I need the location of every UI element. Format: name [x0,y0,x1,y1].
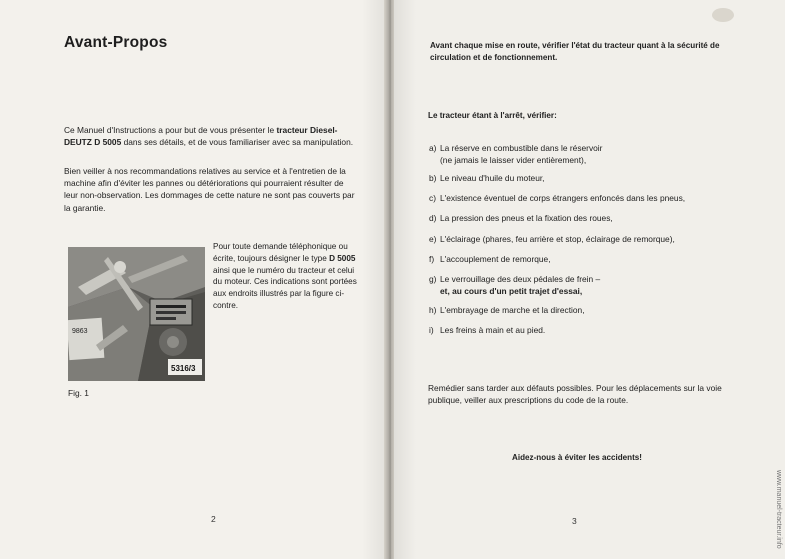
gutter-shadow-right [394,0,416,559]
page-title: Avant-Propos [64,34,168,51]
advice-paragraph [64,165,370,214]
item-text: Le niveau d'huile du moteur, [440,173,545,183]
remedy-line: publique, veiller aux prescriptions du code de la route. [428,395,629,406]
item-text: L'accouplement de remorque, [440,254,551,264]
advice-line: la garantie. [64,202,106,213]
phone-line: Pour toute demande téléphonique ou [213,242,348,251]
photo-plate-number: 9863 [72,328,88,335]
item-label: d) [429,213,437,223]
item-label: e) [429,234,437,244]
item-text: Les freins à main et au pied. [440,325,546,335]
item-label: g) [429,274,437,284]
advice-line: leur non-observation. Les dommages de cette nature ne sont pas couverts par [64,190,355,201]
figure-photo [68,247,205,381]
phone-line: contre. [213,300,239,310]
watermark: www.manuel-tracteur.info [775,470,782,549]
item-text: (ne jamais le laisser vider entièrement), [440,155,587,165]
item-label: h) [429,305,437,315]
photo-number-label: 5316/3 [171,364,196,373]
header-line: Avant chaque mise en route, vérifier l'état du tracteur quant à la sécurité de [430,41,720,50]
figure-caption: Fig. 1 [68,388,89,398]
left-page [0,0,386,559]
intro-line-1: Ce Manuel d'Instructions a pour but de vous présenter le tracteur Diesel- [64,125,338,135]
paper-stain [712,8,734,22]
right-page [394,0,785,559]
phone-paragraph [213,241,363,312]
remedy-line: Remédier sans tarder aux défauts possibles. Pour les déplacements sur la voie [428,383,722,393]
stopped-heading: Le tracteur étant à l'arrêt, vérifier: [428,111,557,120]
advice-line: machine afin d'éviter les pannes ou détériorations qui pourraient résulter de [64,178,344,189]
page-number-left: 2 [211,514,216,524]
item-text-bold: et, au cours d'un petit trajet d'essai, [440,286,583,296]
item-label: a) [429,143,437,153]
item-label: b) [429,173,437,183]
phone-line: ainsi que le numéro du tracteur et celui [213,265,355,275]
item-label: c) [429,193,436,203]
item-label: i) [429,325,434,335]
header-line: circulation et de fonctionnement. [430,53,558,63]
intro-line-2: DEUTZ D 5005 dans ses détails, et de vous familiariser avec sa manipulation. [64,137,354,148]
tractor-plate-photo [68,247,205,381]
header-paragraph [430,40,750,64]
item-text: La pression des pneus et la fixation des roues, [440,213,613,223]
closing-slogan: Aidez-nous à éviter les accidents! [512,453,642,462]
item-text: La réserve en combustible dans le réservoir [440,143,603,153]
gutter-shadow-left [362,0,386,559]
phone-line: du moteur. Ces indications sont portées [213,277,357,287]
phone-line: écrite, toujours désigner le type D 5005 [213,253,356,263]
remedy-paragraph [428,382,758,406]
item-label: f) [429,254,435,264]
advice-line: Bien veiller à nos recommandations relatives au service et à l'entretien de la [64,166,346,176]
item-text: L'éclairage (phares, feu arrière et stop, éclairage de remorque), [440,234,675,244]
item-text: Le verrouillage des deux pédales de frein – [440,274,601,284]
phone-line: aux endroits illustrés par la figure ci- [213,289,345,299]
item-text: L'embrayage de marche et la direction, [440,305,585,315]
item-text: L'existence éventuel de corps étrangers enfoncés dans les pneus, [440,193,686,203]
intro-paragraph [64,124,364,148]
page-number-right: 3 [572,516,577,526]
